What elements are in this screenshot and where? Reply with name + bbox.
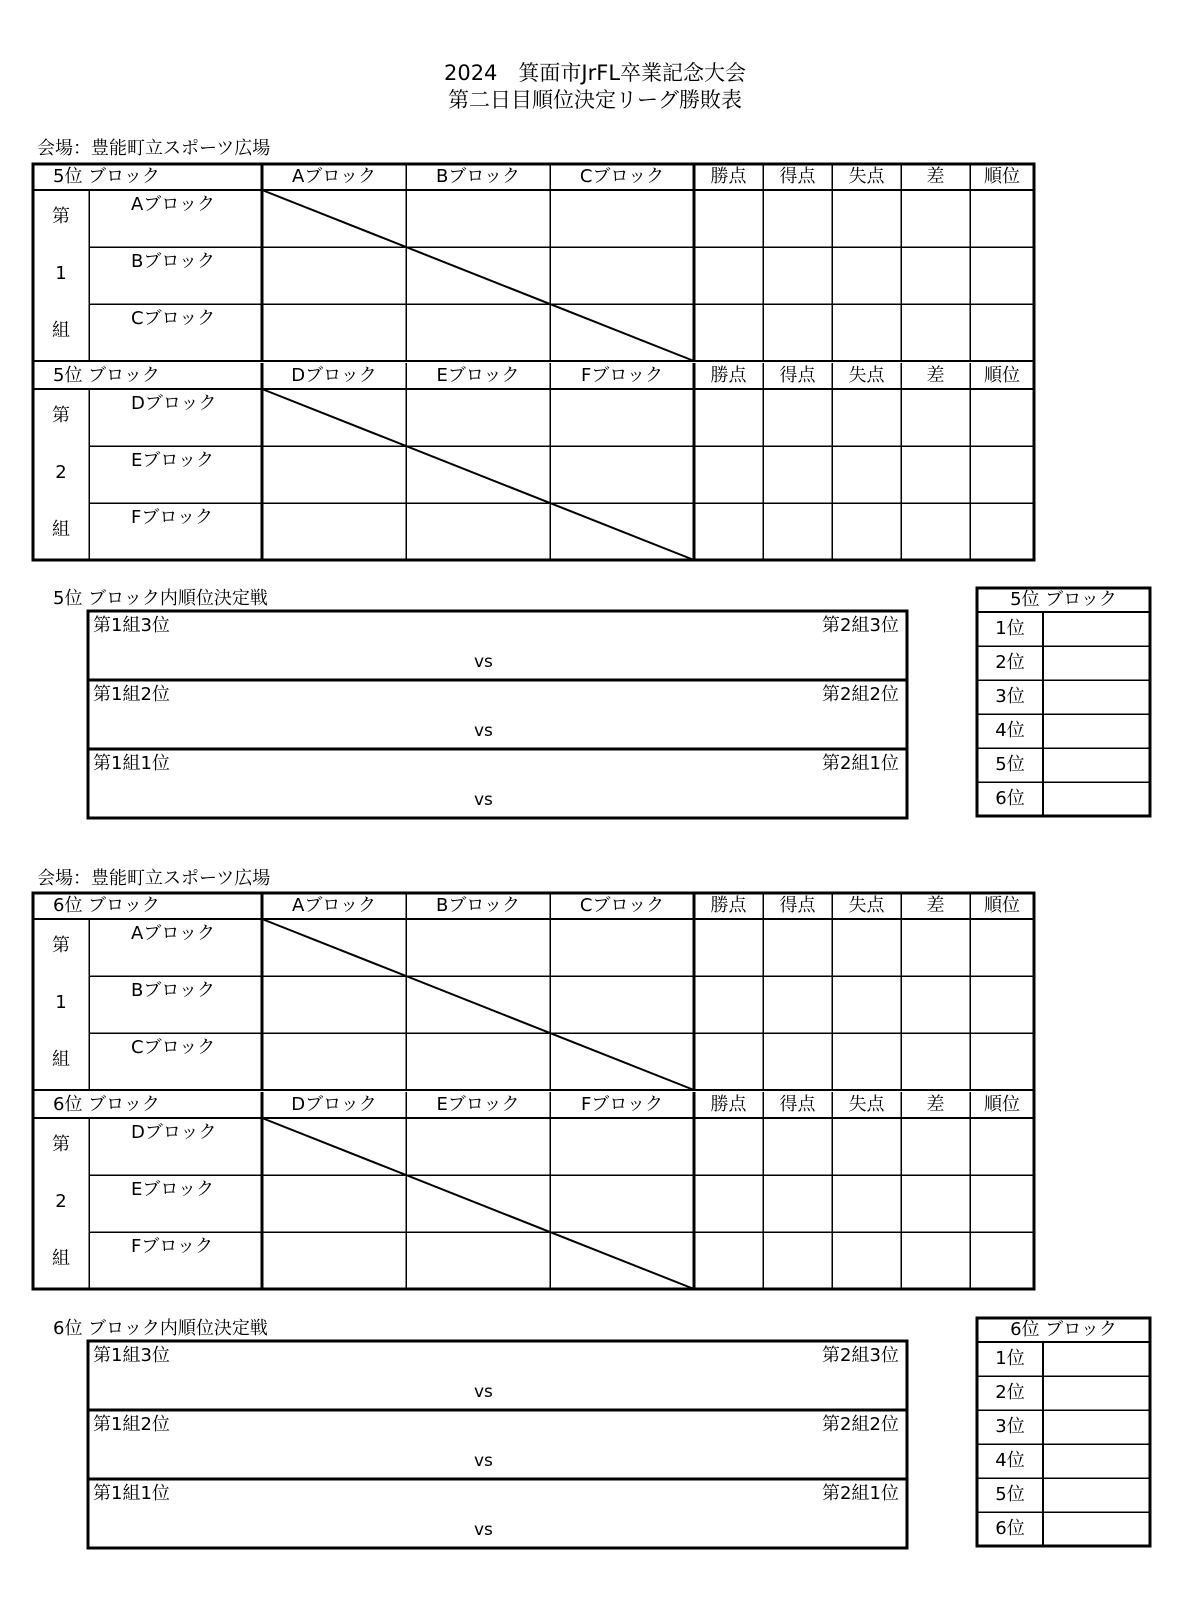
column-header: Fブロック	[581, 1094, 663, 1115]
row-header: Cブロック	[131, 308, 216, 329]
rank-label: 6位	[995, 788, 1025, 809]
column-header: Aブロック	[292, 166, 376, 187]
group-side-label: 2	[55, 462, 67, 483]
match-left-team: 第1組3位	[93, 615, 170, 636]
rank-label: 2位	[995, 1382, 1025, 1403]
stat-header: 順位	[984, 365, 1020, 386]
ranking-title: 5位 ブロック	[1010, 589, 1117, 610]
row-header: Aブロック	[131, 194, 215, 215]
stat-header: 得点	[779, 365, 816, 386]
rank-label: 5位	[995, 1484, 1025, 1505]
column-header: Eブロック	[436, 365, 520, 386]
rank-label: 3位	[995, 686, 1025, 707]
group-side-label: 第	[52, 1134, 70, 1155]
match-right-team: 第2組1位	[822, 1483, 899, 1504]
match-vs: vs	[474, 790, 493, 810]
rank-label: 4位	[995, 720, 1025, 741]
stat-header: 順位	[984, 1094, 1020, 1115]
match-box	[88, 749, 907, 818]
group-side-label: 1	[55, 992, 67, 1013]
match-right-team: 第2組1位	[822, 753, 899, 774]
stat-header: 順位	[984, 895, 1020, 916]
row-header: Dブロック	[131, 1122, 217, 1143]
column-header: Dブロック	[291, 365, 377, 386]
stat-header: 差	[926, 895, 945, 916]
stat-header: 失点	[848, 1094, 885, 1115]
match-box	[88, 1410, 907, 1479]
document-title-line1: 2024 箕面市JrFL卒業記念大会	[443, 61, 747, 85]
column-header: Bブロック	[436, 166, 520, 187]
stat-header: 失点	[848, 166, 885, 187]
stat-header: 差	[926, 365, 945, 386]
group-side-label: 2	[55, 1191, 67, 1212]
group-side-label: 組	[52, 519, 70, 540]
stat-header: 得点	[779, 895, 816, 916]
stat-header: 得点	[779, 166, 816, 187]
column-header: Cブロック	[579, 895, 665, 916]
group-side-label: 第	[52, 935, 70, 956]
match-box	[88, 680, 907, 749]
column-header: Aブロック	[292, 895, 376, 916]
row-header: Bブロック	[131, 251, 215, 272]
stat-header: 勝点	[710, 166, 747, 187]
stat-header: 勝点	[710, 1094, 747, 1115]
column-header: Dブロック	[291, 1094, 377, 1115]
match-left-team: 第1組2位	[93, 1414, 170, 1435]
row-header: Bブロック	[131, 980, 215, 1001]
group-side-label: 第	[52, 405, 70, 426]
match-vs: vs	[474, 652, 493, 672]
row-header: Fブロック	[131, 507, 213, 528]
rank-label: 4位	[995, 1450, 1025, 1471]
group-side-label: 組	[52, 1248, 70, 1269]
match-vs: vs	[474, 1451, 493, 1471]
stat-header: 差	[926, 1094, 945, 1115]
rank-label: 1位	[995, 618, 1025, 639]
rank-label: 2位	[995, 652, 1025, 673]
playoff-title: 5位 ブロック内順位決定戦	[53, 588, 268, 609]
row-header: Cブロック	[131, 1037, 216, 1058]
column-header: Bブロック	[436, 895, 520, 916]
row-header: Eブロック	[131, 1179, 215, 1200]
match-left-team: 第1組1位	[93, 753, 170, 774]
column-header: Eブロック	[436, 1094, 520, 1115]
group-side-label: 組	[52, 1049, 70, 1070]
rank-label: 3位	[995, 1416, 1025, 1437]
diagonal-slash	[262, 190, 694, 361]
rank-label: 6位	[995, 1518, 1025, 1539]
match-left-team: 第1組2位	[93, 684, 170, 705]
corner-label: 5位 ブロック	[53, 365, 160, 386]
stat-header: 失点	[848, 895, 885, 916]
match-box	[88, 1341, 907, 1410]
rank-label: 5位	[995, 754, 1025, 775]
stat-header: 勝点	[710, 895, 747, 916]
column-header: Cブロック	[579, 166, 665, 187]
column-header: Fブロック	[581, 365, 663, 386]
stat-header: 差	[926, 166, 945, 187]
row-header: Dブロック	[131, 393, 217, 414]
match-left-team: 第1組1位	[93, 1483, 170, 1504]
row-header: Aブロック	[131, 923, 215, 944]
corner-label: 5位 ブロック	[53, 166, 160, 187]
group-side-label: 1	[55, 263, 67, 284]
match-box	[88, 611, 907, 680]
match-right-team: 第2組3位	[822, 615, 899, 636]
group-side-label: 第	[52, 206, 70, 227]
venue-label: 会場：豊能町立スポーツ広場	[37, 138, 271, 159]
ranking-title: 6位 ブロック	[1010, 1319, 1117, 1340]
match-box	[88, 1479, 907, 1548]
match-vs: vs	[474, 1520, 493, 1540]
stat-header: 失点	[848, 365, 885, 386]
playoff-title: 6位 ブロック内順位決定戦	[53, 1318, 268, 1339]
stat-header: 得点	[779, 1094, 816, 1115]
group-side-label: 組	[52, 320, 70, 341]
match-vs: vs	[474, 721, 493, 741]
diagonal-slash	[262, 1118, 694, 1289]
venue-label: 会場：豊能町立スポーツ広場	[37, 868, 271, 889]
match-right-team: 第2組2位	[822, 684, 899, 705]
match-left-team: 第1組3位	[93, 1345, 170, 1366]
match-right-team: 第2組3位	[822, 1345, 899, 1366]
rank-label: 1位	[995, 1348, 1025, 1369]
diagonal-slash	[262, 919, 694, 1090]
corner-label: 6位 ブロック	[53, 895, 160, 916]
diagonal-slash	[262, 389, 694, 560]
stat-header: 順位	[984, 166, 1020, 187]
document-title-line2: 第二日目順位決定リーグ勝敗表	[448, 88, 742, 112]
stat-header: 勝点	[710, 365, 747, 386]
match-right-team: 第2組2位	[822, 1414, 899, 1435]
corner-label: 6位 ブロック	[53, 1094, 160, 1115]
row-header: Fブロック	[131, 1236, 213, 1257]
row-header: Eブロック	[131, 450, 215, 471]
match-vs: vs	[474, 1382, 493, 1402]
